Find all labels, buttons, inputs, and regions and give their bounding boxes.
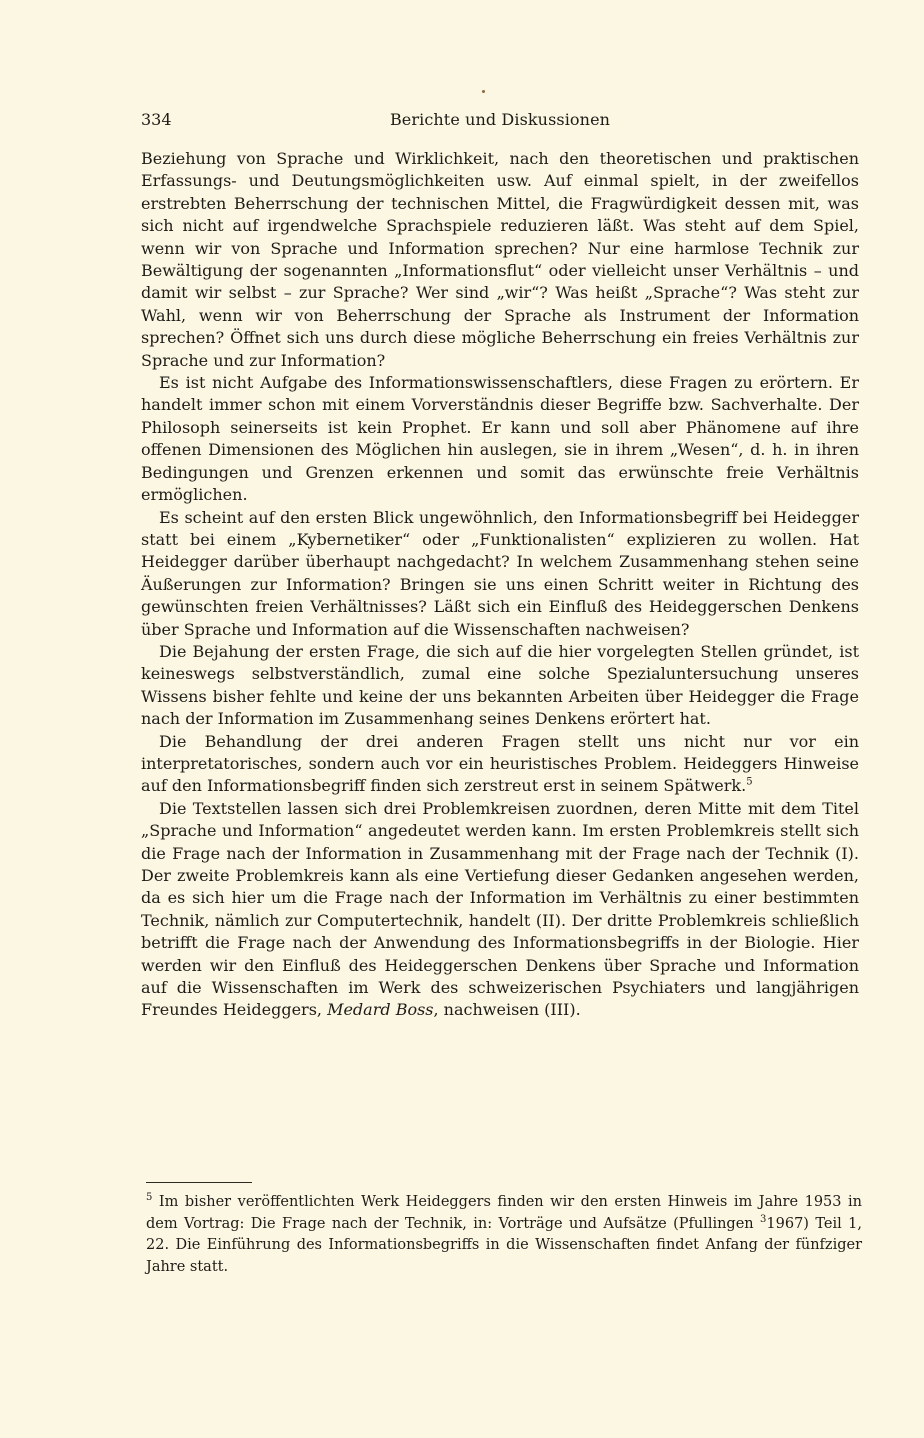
paragraph-6	[141, 798, 859, 1022]
page-header	[141, 110, 859, 134]
author-name-italic: Medard Boss	[327, 1000, 434, 1020]
paragraph-6-end: , nachweisen (III).	[433, 1000, 581, 1020]
print-speck	[482, 90, 485, 93]
footnotes	[146, 1192, 862, 1278]
footnote-reference: 5	[746, 777, 753, 789]
paragraph-3: Es scheint auf den ersten Blick ungewöhnlich, den Informationsbegriff bei Heidegger statt bei einem „Kybernetiker“ oder „Funktionalisten“ explizieren zu wollen. Hat Heidegger darüber überhaupt nachgedacht? In welchem Zusammenhang stehen seine Äußerungen zur Information? Bringen sie uns einen Schritt weiter in Richtung des gewünschten freien Verhältnisses? Läßt sich ein Einfluß des Heideggerschen Denkens über Sprache und Information auf die Wissenschaften nachweisen?	[141, 507, 859, 639]
page-number: 334	[141, 110, 172, 129]
footnote-5	[146, 1192, 862, 1278]
edition-superscript: 3	[760, 1213, 767, 1225]
body-text	[141, 148, 859, 1022]
paragraph-5-text: Die Behandlung der drei anderen Fragen stellt uns nicht nur vor ein interpretatorisches, sondern auch vor ein heuristisches Problem. Heideggers Hinweise auf den Informationsbegriff finden sich zerstreut erst in seinem Spätwerk.	[141, 731, 859, 796]
footnote-text: Im bisher veröffentlichten Werk Heideggers finden wir den ersten Hinweis im Jahre 1953 in dem Vortrag: Die Frage nach der Technik, in: Vorträge und Aufsätze (Pfullingen	[146, 1194, 862, 1232]
paragraph-4: Die Bejahung der ersten Frage, die sich auf die hier vorgelegten Stellen gründet, ist keineswegs selbstverständlich, zumal eine solche Spezialuntersuchung unseres Wissens bisher fehlte und keine der uns bekannten Arbeiten über Heidegger die Frage nach der Information im Zusammenhang seines Denkens erörtert hat.	[141, 641, 859, 729]
footnote-rule	[146, 1182, 252, 1183]
footnote-marker: 5	[146, 1192, 153, 1204]
running-head: Berichte und Diskussionen	[389, 110, 611, 129]
paragraph-1: Beziehung von Sprache und Wirklichkeit, nach den theoretischen und praktischen Erfassungs- und Deutungsmöglichkeiten usw. Auf einmal spielt, in der zweifellos erstrebten Beherrschung der technischen Mittel, die Fragwürdigkeit dessen mit, was sich nicht auf irgendwelche Sprachspiele reduzieren läßt. Was steht auf dem Spiel, wenn wir von Sprache und Information sprechen? Nur eine harmlose Technik zur Bewältigung der sogenannten „Informationsflut“ oder vielleicht unser Verhältnis – und damit wir selbst – zur Sprache? Wer sind „wir“? Was heißt „Sprache“? Was steht zur Wahl, wenn wir von Beherrschung der Sprache als Instrument der Information sprechen? Öffnet sich uns durch diese mögliche Beherrschung ein freies Verhältnis zur Sprache und zur Information?	[141, 149, 859, 370]
paragraph-5	[141, 731, 859, 798]
paragraph-2: Es ist nicht Aufgabe des Informationswissenschaftlers, diese Fragen zu erörtern. Er handelt immer schon mit einem Vorverständnis dieser Begriffe bzw. Sachverhalte. Der Philosoph seinerseits ist kein Prophet. Er kann und soll aber Phänomene auf ihre offenen Dimensionen des Möglichen hin auslegen, sie in ihrem „Wesen“, d. h. in ihren Bedingungen und Grenzen erkennen und somit das erwünschte freie Verhältnis ermöglichen.	[141, 373, 859, 505]
paragraph-6-text: Die Textstellen lassen sich drei Problemkreisen zuordnen, deren Mitte mit dem Titel „Sprache und Information“ angedeutet werden kann. Im ersten Problemkreis stellt sich die Frage nach der Information in Zusammenhang mit der Frage nach der Technik (I). Der zweite Problemkreis kann als eine Vertiefung dieser Gedanken angesehen werden, da es sich hier um die Frage nach der Information im Verhältnis zu einer bestimmten Technik, nämlich zur Computertechnik, handelt (II). Der dritte Problemkreis schließlich betrifft die Frage nach der Anwendung des Informationsbegriffs in der Biologie. Hier werden wir den Einfluß des Heideggerschen Denkens über Sprache und Information auf die Wissenschaften im Werk des schweizerischen Psychiaters und langjährigen Freundes Heideggers,	[141, 798, 859, 1020]
footnote-text-end: 1967) Teil 1, 22. Die Einführung des Informationsbegriffs in die Wissenschaften findet Anfang der fünfziger Jahre statt.	[146, 1215, 862, 1275]
